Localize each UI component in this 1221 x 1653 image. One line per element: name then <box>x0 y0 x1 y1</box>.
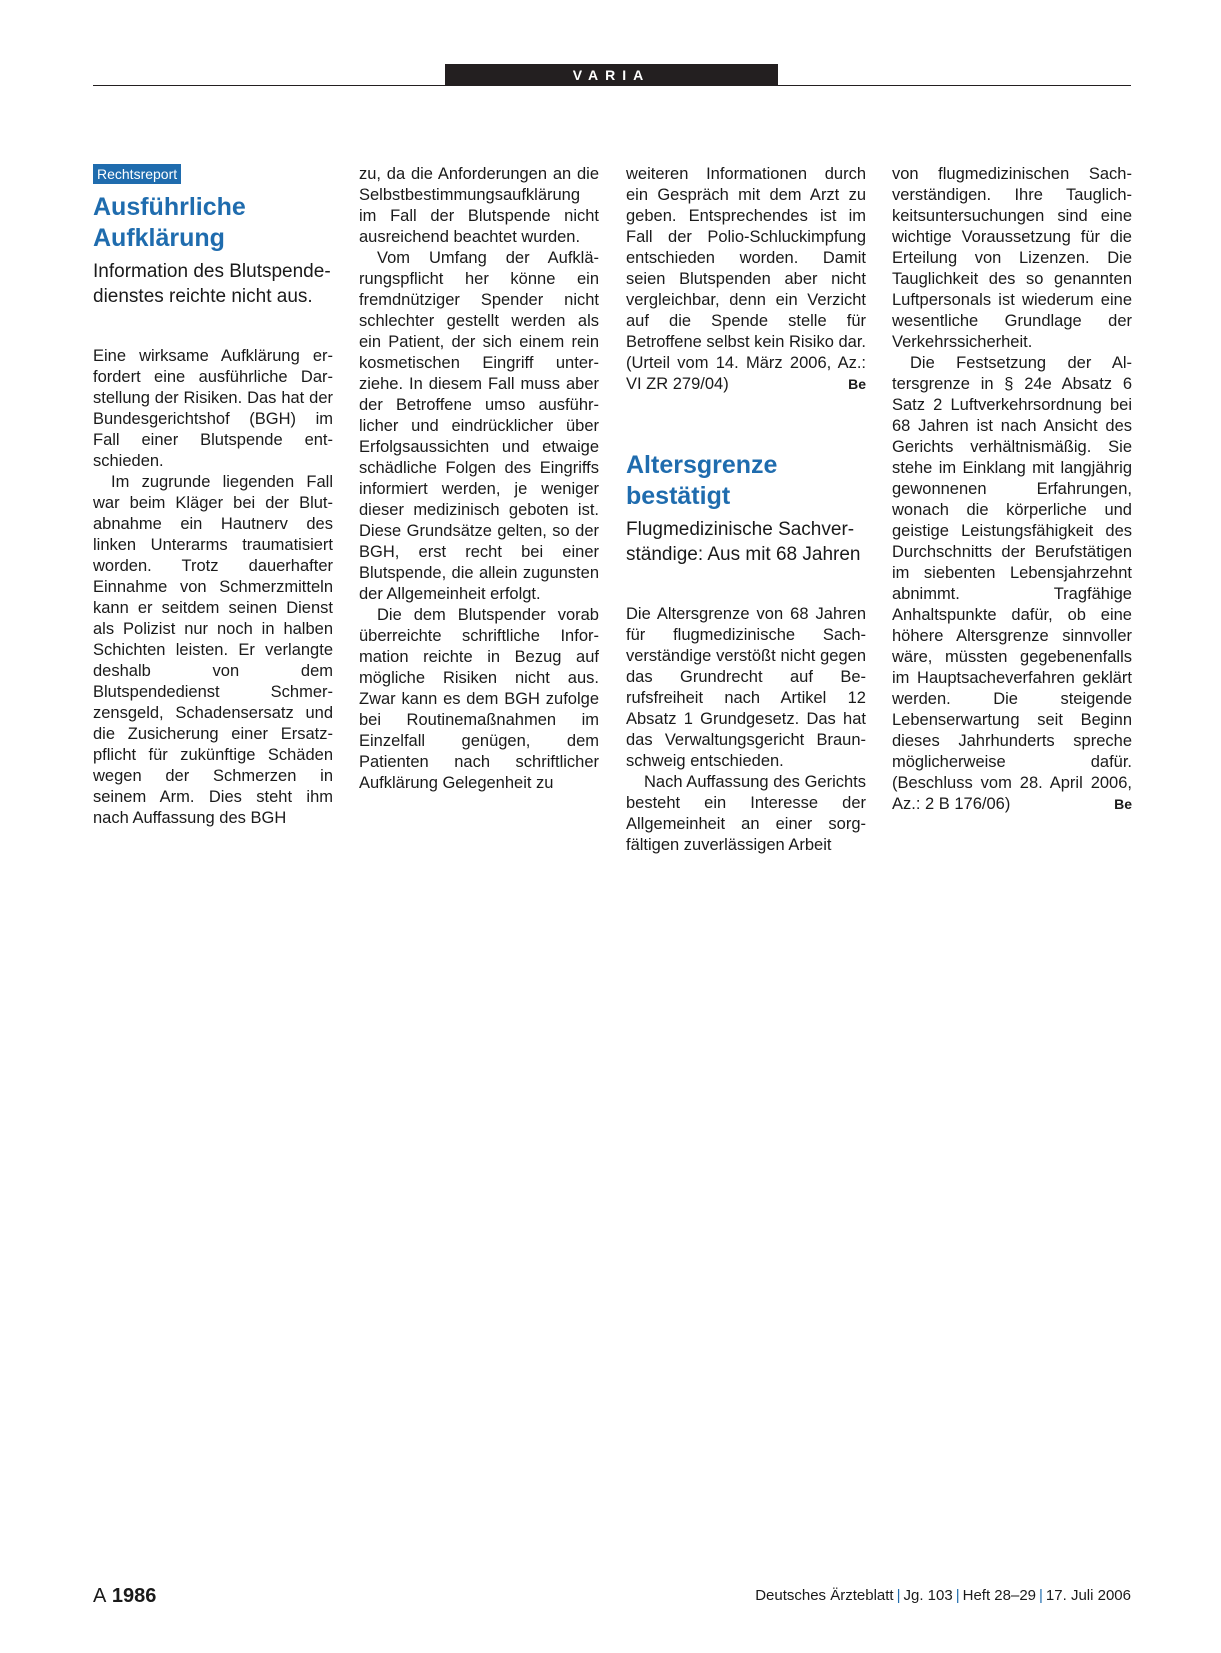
article-1-paragraph-cont: zu, da die Anforderungen an die Selbstbestimmungsaufklärung im Fall der Blutspende nicht ausreichend beachtet wurden. <box>359 165 599 246</box>
column-4 <box>892 164 1132 815</box>
volume: Jg. 103 <box>903 1587 953 1604</box>
header-rule <box>93 85 1131 86</box>
article-1-paragraph-cont: Die dem Blutspender vorab überreichte schriftliche Information reichte in Bezug auf mögliche Risiken nicht aus. Zwar kann es dem BGH zufolge bei Routinemaßnahmen im Einzelfall genügen, dem Patienten nach schriftlicher Aufklärung Gelegenheit zu <box>359 606 599 792</box>
issue: Heft 28–29 <box>962 1587 1037 1604</box>
article-1-title: Ausführliche Aufklärung <box>93 193 246 252</box>
article-2-signoff: Be <box>1114 796 1132 812</box>
article-1-paragraph: Vom Umfang der Aufklärungspflicht her könne ein fremdnütziger Spender nicht schlechter gestellt werden als ein Patient, der sich einem rein kosmetischen Eingriff unterziehe. In diesem Fall muss aber der Betroffene umso ausführlicher und eindrücklicher über Erfolgsaussichten und etwaige schädliche Folgen des Eingriffs informiert werden, je weniger dieser medizinisch geboten ist. Diese Grundsätze gelten, so der BGH, erst recht bei einer Blutspende, die allein zugunsten der Allgemeinheit erfolgt. <box>359 249 599 603</box>
rubric-tag: Rechtsreport <box>93 164 181 184</box>
article-2-subtitle: Flugmedizinische Sachverständige: Aus mit 68 Jahren <box>626 519 861 565</box>
column-2 <box>359 164 599 794</box>
issue-date: 17. Juli 2006 <box>1045 1587 1131 1604</box>
publication-name: Deutsches Ärzteblatt <box>755 1587 894 1604</box>
article-2-title: Altersgrenze bestätigt <box>626 451 778 510</box>
page-number: A 1986 <box>93 1585 157 1607</box>
article-1-signoff: Be <box>848 376 866 392</box>
article-2-paragraph: Die Altersgrenze von 68 Jahren für flugmedizinische Sachverständige verstößt nicht gegen das Grundrecht auf Berufsfreiheit nach Artikel 12 Absatz 1 Grundgesetz. Das hat das Verwaltungsgericht Braunschweig entschieden. <box>626 605 866 770</box>
article-1-paragraph-cont: weiteren Informationen durch ein Gespräch mit dem Arzt zu geben. Entsprechendes ist im Fall der Polio-Schluckimpfung entschieden worden. Damit seien Blutspenden aber nicht vergleichbar, denn ein Verzicht auf die Spende stelle für Betroffene selbst kein Risiko dar. (Urteil vom 14. März 2006, Az.: VI ZR 279/04) Be <box>626 165 866 393</box>
publication-info: Deutsches Ärzteblatt | Jg. 103 | Heft 28–29 | 17. Juli 2006 <box>755 1587 1131 1604</box>
article-1-subtitle: Information des Blutspendedienstes reichte nicht aus. <box>93 261 331 307</box>
article-1-paragraph: Eine wirksame Aufklärung erfordert eine ausführliche Darstellung der Risiken. Das hat der Bundesgerichtshof (BGH) im Fall einer Blutspende entschieden. <box>93 347 333 470</box>
column-3 <box>626 164 866 856</box>
article-2-paragraph-cont: Nach Auffassung des Gerichts besteht ein Interesse der Allgemeinheit an einer sorgfältigen zuverlässigen Arbeit <box>626 773 866 854</box>
page-footer <box>93 1584 1131 1608</box>
article-2-paragraph-cont: von flugmedizinischen Sachverständigen. Ihre Tauglichkeitsuntersuchungen sind eine wichtige Voraussetzung für die Erteilung von Lizenzen. Die Tauglichkeit des so genannten Luftpersonals ist wiederum eine wesentliche Grundlage der Verkehrssicherheit. <box>892 165 1132 351</box>
article-1-paragraph-cont: Im zugrunde liegenden Fall war beim Kläger bei der Blutabnahme ein Hautnerv des linken Unterarms traumatisiert worden. Trotz dauerhafter Einnahme von Schmerzmitteln kann er seitdem seinen Dienst als Polizist nur noch in halben Schichten leisten. Er verlangte deshalb von dem Blutspendedienst Schmerzensgeld, Schadensersatz und die Zusicherung einer Ersatzpflicht für zukünftige Schäden wegen der Schmerzen in seinem Arm. Dies steht ihm nach Auffassung des BGH <box>93 473 333 827</box>
section-header: VARIA <box>445 64 778 86</box>
article-2-paragraph: Die Festsetzung der Altersgrenze in § 24e Absatz 6 Satz 2 Luftverkehrsordnung bei 68 Jahren ist nach Ansicht des Gerichts verhältnismäßig. Sie stehe im Einklang mit langjährig gewonnenen Erfahrungen, wonach die körperliche und geistige Leistungsfähigkeit des Durchschnitts der Berufstätigen im siebenten Lebensjahrzehnt abnimmt. Tragfähige Anhaltspunkte dafür, ob eine höhere Altersgrenze sinnvoller wäre, müssten gegebenenfalls im Hauptsacheverfahren geklärt werden. Die steigende Lebenserwartung seit Beginn dieses Jahrhunderts spreche möglicherweise dafür. (Beschluss vom 28. April 2006, Az.: 2 B 176/06) Be <box>892 354 1132 813</box>
column-1 <box>93 164 333 829</box>
